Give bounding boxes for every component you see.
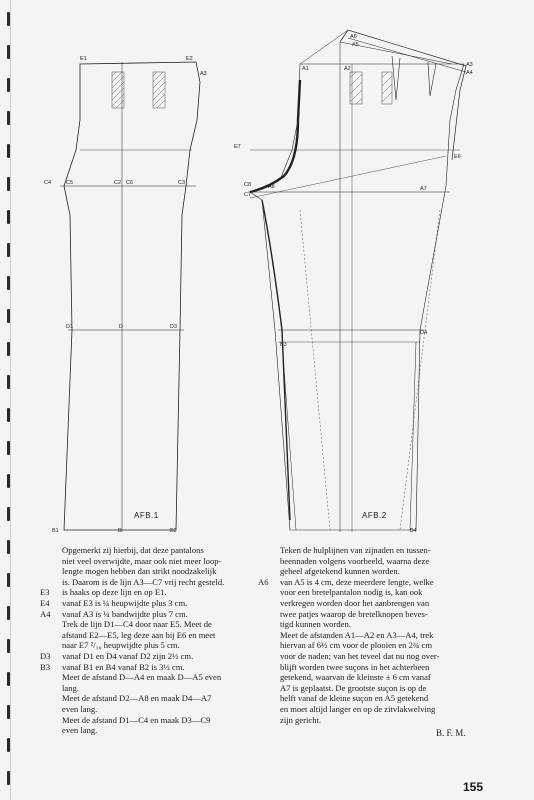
line-text: beennaden volgens voorbeeld, waarna deze	[280, 555, 430, 566]
paragraph-line	[258, 662, 488, 673]
paragraph-line	[258, 598, 488, 609]
point-label: A3	[200, 71, 207, 77]
point-code	[40, 693, 62, 704]
point-code: A6	[258, 576, 269, 587]
line-text: Trek de lijn D1—C4 door naar E5. Meet de	[62, 619, 212, 630]
paragraph-line	[40, 619, 260, 630]
page-number: 155	[463, 780, 484, 794]
paragraph-line	[258, 683, 488, 694]
figure-caption: AFB.1	[134, 511, 159, 520]
line-text: afstand E2—E5, leg deze aan bij E6 en meet	[62, 629, 216, 640]
line-text: vanaf E3 is ¼ heupwijdte plus 3 cm.	[62, 597, 188, 608]
point-label: B2	[170, 528, 177, 534]
line-text: verkregen worden door het aanbrengen van	[280, 597, 430, 608]
paragraph-line	[258, 566, 488, 577]
paragraph-line	[40, 704, 260, 715]
point-code	[258, 587, 280, 598]
point-code	[258, 556, 280, 567]
paragraph-line	[40, 630, 260, 641]
point-label: D	[119, 324, 123, 330]
point-label: A6	[350, 34, 357, 40]
line-text: lengte mogen hebben dan strikt noodzakelijk	[62, 566, 217, 577]
point-code	[40, 556, 62, 567]
point-label: A7	[420, 186, 427, 192]
paragraph-line	[40, 545, 260, 556]
point-code	[40, 683, 62, 694]
line-text: geheel afgetekend kunnen worden.	[280, 566, 400, 577]
binding-hole	[7, 672, 10, 686]
point-label: B1	[52, 528, 59, 534]
figure-caption: AFB.2	[362, 511, 387, 520]
point-code	[40, 704, 62, 715]
point-code	[258, 619, 280, 630]
line-text: naar E7 ²/₁₀ heupwijdte plus 5 cm.	[62, 640, 180, 651]
point-label: A3	[466, 62, 473, 68]
paragraph-line	[258, 577, 488, 588]
point-code	[258, 640, 280, 651]
point-code	[258, 598, 280, 609]
point-code	[40, 566, 62, 577]
paragraph-line	[40, 725, 260, 736]
paragraph-line	[40, 715, 260, 726]
signature: B. F. M.	[436, 728, 466, 738]
paragraph-line	[40, 672, 260, 683]
point-code	[40, 577, 62, 588]
line-text: van A5 is 4 cm, deze meerdere lengte, welke	[280, 576, 434, 587]
paragraph-line	[40, 587, 260, 598]
figure-left-pattern	[60, 62, 200, 532]
point-code	[258, 651, 280, 662]
line-text: A7 is geplaatst. De grootste suçon is op de	[280, 682, 427, 693]
point-code: A4	[40, 608, 51, 619]
point-code	[258, 715, 280, 726]
point-code	[40, 545, 62, 556]
point-code	[258, 672, 280, 683]
line-text: Meet de afstand D—A4 en maak D—A5 even	[62, 672, 222, 683]
line-text: getekend, waarvan de kleinste ± 6 cm vanaf	[280, 672, 431, 683]
point-code	[40, 672, 62, 683]
point-code: E3	[40, 587, 50, 598]
point-code	[258, 662, 280, 673]
point-code	[40, 715, 62, 726]
line-text: zijn gericht.	[280, 714, 322, 725]
point-label: C7	[244, 192, 252, 198]
line-text: vanaf A3 is ¼ bandwijdte plus 7 cm.	[62, 608, 188, 619]
line-text: blijft worden twee suçons in het achterbeen	[280, 661, 430, 672]
point-label: E7	[234, 144, 241, 150]
line-text: hiervan af 6½ cm voor de plooien en 2¾ cm	[280, 640, 433, 651]
line-text: lang.	[62, 682, 79, 693]
line-text: tigd kunnen worden.	[280, 619, 351, 630]
point-code: B3	[40, 661, 51, 672]
point-code	[258, 630, 280, 641]
paragraph-line	[258, 619, 488, 630]
point-label: A1	[302, 66, 309, 72]
line-text: vanaf B1 en B4 vanaf B2 is 3½ cm.	[62, 661, 185, 672]
binding-hole	[7, 573, 10, 587]
point-code	[40, 630, 62, 641]
line-text: niet veel overwijdte, maar ook niet meer loop-	[62, 555, 222, 566]
point-label: C8	[244, 182, 252, 188]
point-label: B4	[410, 528, 417, 534]
point-code	[40, 725, 62, 736]
line-text: voor een bretelpantalon nodig is, kan ook	[280, 587, 423, 598]
line-text: is haaks op deze lijn en op E1.	[62, 587, 167, 598]
point-code	[258, 609, 280, 620]
point-code	[258, 545, 280, 556]
binding-hole	[7, 771, 10, 785]
line-text: even lang.	[62, 703, 98, 714]
paragraph-line	[258, 672, 488, 683]
point-label: E2	[186, 56, 193, 62]
point-code	[258, 693, 280, 704]
point-label: C5	[66, 180, 74, 186]
point-label: A2	[344, 66, 351, 72]
paragraph-line	[40, 556, 260, 567]
point-label: C2	[114, 180, 122, 186]
paragraph-line	[258, 556, 488, 567]
paragraph-line	[40, 683, 260, 694]
paragraph-line	[258, 609, 488, 620]
point-label: E1	[80, 56, 87, 62]
binding-hole	[7, 606, 10, 620]
paragraph-line	[40, 651, 260, 662]
line-text: Opgemerkt zij hierbij, dat deze pantalons	[62, 545, 204, 555]
figure-left-labels	[44, 56, 207, 534]
point-label: B3	[280, 342, 287, 348]
point-code	[258, 683, 280, 694]
line-text: voor de naden; van het teveel dat nu nog over-	[280, 650, 440, 661]
paragraph-line	[258, 651, 488, 662]
point-label: A4	[466, 70, 473, 76]
line-text: vanaf D1 en D4 vanaf D2 zijn 2½ cm.	[62, 650, 194, 661]
paragraph-line	[40, 577, 260, 588]
paragraph-line	[258, 715, 488, 726]
point-label: C6	[126, 180, 134, 186]
paragraph-line	[258, 545, 488, 556]
left-text-column	[40, 545, 260, 736]
point-code	[40, 619, 62, 630]
binding-hole	[7, 705, 10, 719]
point-label: D3	[170, 324, 178, 330]
point-label: A5	[352, 42, 359, 48]
paragraph-line	[258, 704, 488, 715]
point-code	[258, 566, 280, 577]
right-text-column	[258, 545, 488, 725]
paragraph-line	[40, 566, 260, 577]
line-text: twee patjes waarop de bretelknopen beves-	[280, 608, 428, 619]
line-text: even lang.	[62, 725, 98, 736]
point-label: A8	[268, 184, 275, 190]
point-label: B	[118, 528, 122, 534]
paragraph-line	[258, 630, 488, 641]
point-label: C4	[44, 180, 52, 186]
point-label: C3	[178, 180, 186, 186]
paragraph-line	[40, 662, 260, 673]
binding-hole	[7, 639, 10, 653]
point-code	[258, 704, 280, 715]
line-text: Meet de afstand D2—A8 en maak D4—A7	[62, 693, 212, 704]
paragraph-line	[258, 640, 488, 651]
figure-right-pattern	[248, 30, 466, 532]
paragraph-line	[40, 640, 260, 651]
point-label: E6	[454, 154, 461, 160]
binding-hole	[7, 738, 10, 752]
point-code: D3	[40, 650, 51, 661]
point-label: D4	[420, 330, 428, 336]
point-code: E4	[40, 597, 50, 608]
paragraph-line	[40, 609, 260, 620]
line-text: en moet altijd langer en op de zitvlakwelving	[280, 703, 436, 714]
paragraph-line	[258, 587, 488, 598]
paragraph-line	[258, 693, 488, 704]
point-label: D1	[66, 324, 74, 330]
line-text: Teken de hulplijnen van zijnaden en tussen-	[280, 545, 431, 555]
paragraph-line	[40, 598, 260, 609]
line-text: is. Daarom is de lijn A3—C7 vrij recht gesteld.	[62, 576, 225, 587]
point-code	[40, 640, 62, 651]
figure-right-labels	[234, 34, 473, 534]
line-text: Meet de afstanden A1—A2 en A3—A4, trek	[280, 629, 434, 640]
paragraph-line	[40, 693, 260, 704]
line-text: helft vanaf de kleine suçon en A5 getekend	[280, 693, 429, 704]
line-text: Meet de afstand D1—C4 en maak D3—C9	[62, 714, 211, 725]
